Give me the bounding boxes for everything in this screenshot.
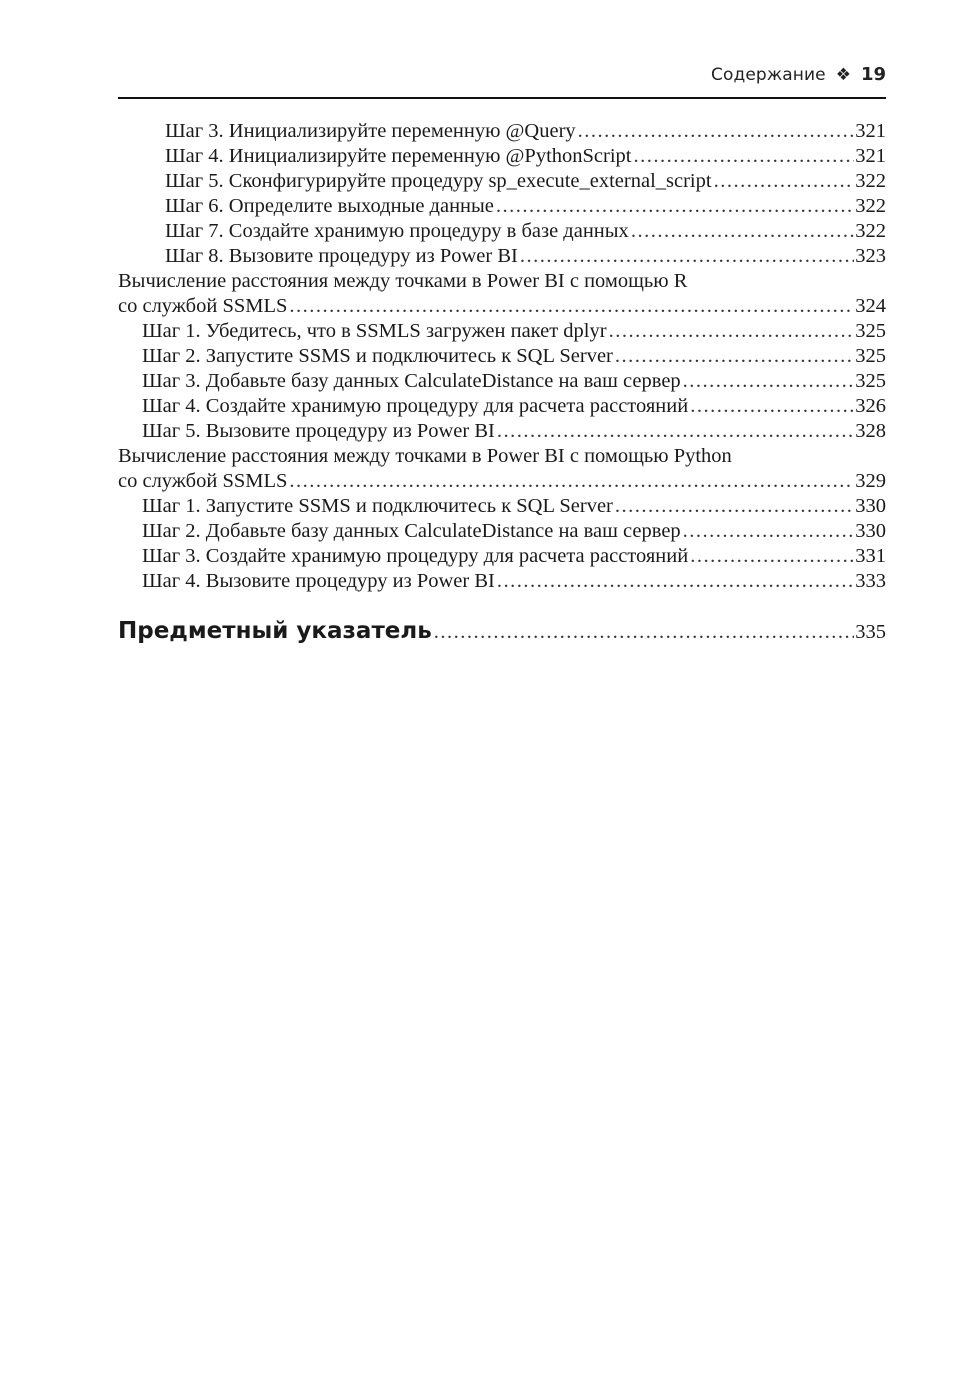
toc-entry-page: 330	[855, 495, 886, 517]
toc-entry-page: 325	[855, 370, 886, 392]
toc-entry-page: 322	[855, 220, 886, 242]
toc-entry-page: 322	[855, 170, 886, 192]
toc-entry[interactable]	[118, 219, 886, 244]
toc-entry-page: 333	[855, 570, 886, 592]
header-title: Содержание	[711, 65, 826, 85]
toc-leader-dots	[609, 319, 855, 344]
toc-leader-dots	[520, 244, 854, 269]
toc-entry-page: 323	[855, 245, 886, 267]
toc-entry-page: 329	[855, 470, 886, 492]
toc-leader-dots	[683, 519, 855, 544]
toc-entry[interactable]	[118, 294, 886, 319]
toc-leader-dots	[578, 119, 855, 144]
table-of-contents	[118, 119, 886, 645]
toc-entry-title: Шаг 4. Вызовите процедуру из Power BI	[142, 570, 495, 592]
toc-leader-dots	[497, 569, 854, 594]
toc-entry[interactable]	[118, 494, 886, 519]
toc-entry[interactable]	[118, 394, 886, 419]
toc-entry-page: 326	[855, 395, 886, 417]
toc-entry-title: Шаг 2. Добавьте базу данных CalculateDistance на ваш сервер	[142, 520, 681, 542]
toc-entry-title: Шаг 5. Сконфигурируйте процедуру sp_execute_external_script	[165, 170, 712, 192]
toc-entry-page: 330	[855, 520, 886, 542]
toc-entry-title: Шаг 4. Инициализируйте переменную @PythonScript	[165, 145, 632, 167]
toc-leader-dots	[615, 344, 854, 369]
toc-leader-dots	[615, 494, 854, 519]
toc-entry[interactable]	[118, 569, 886, 594]
toc-entry-page: 325	[855, 320, 886, 342]
toc-leader-dots	[497, 419, 854, 444]
toc-entry-title: Шаг 5. Вызовите процедуру из Power BI	[142, 420, 495, 442]
toc-entry[interactable]	[118, 469, 886, 494]
toc-entry-page: 321	[855, 120, 886, 142]
toc-entry-title: Шаг 3. Добавьте базу данных CalculateDistance на ваш сервер	[142, 370, 681, 392]
toc-entry-title: со службой SSMLS	[118, 470, 288, 492]
toc-entry[interactable]	[118, 119, 886, 144]
toc-entry[interactable]	[118, 519, 886, 544]
toc-index-page: 335	[855, 621, 886, 643]
toc-entry[interactable]	[118, 169, 886, 194]
toc-leader-dots	[714, 169, 855, 194]
toc-entry-page: 324	[855, 295, 886, 317]
toc-leader-dots	[683, 369, 855, 394]
toc-leader-dots	[289, 469, 854, 494]
toc-leader-dots	[690, 544, 854, 569]
toc-entry[interactable]	[118, 194, 886, 219]
toc-entry-page: 322	[855, 195, 886, 217]
header-page-number: 19	[860, 64, 886, 85]
toc-entry[interactable]	[118, 369, 886, 394]
toc-entry-title: Шаг 6. Определите выходные данные	[165, 195, 494, 217]
header-separator-icon: ❖	[835, 65, 851, 85]
toc-leader-dots	[690, 394, 854, 419]
toc-section-title-line1[interactable]: Вычисление расстояния между точками в Power BI с помощью R	[118, 270, 688, 292]
toc-entry-title: Шаг 1. Запустите SSMS и подключитесь к SQL Server	[142, 495, 613, 517]
toc-entry-title: Шаг 8. Вызовите процедуру из Power BI	[165, 245, 518, 267]
toc-entry-title: Шаг 3. Инициализируйте переменную @Query	[165, 120, 576, 142]
header-rule	[118, 97, 886, 99]
toc-entry[interactable]	[118, 419, 886, 444]
toc-leader-dots	[634, 144, 855, 169]
toc-entry[interactable]	[118, 544, 886, 569]
toc-entry-title: Шаг 7. Создайте хранимую процедуру в базе данных	[165, 220, 629, 242]
toc-entry[interactable]	[118, 244, 886, 269]
toc-entry[interactable]	[118, 144, 886, 169]
toc-leader-dots	[289, 294, 854, 319]
toc-entry-title: Шаг 2. Запустите SSMS и подключитесь к SQL Server	[142, 345, 613, 367]
toc-entry-title: Шаг 1. Убедитесь, что в SSMLS загружен пакет dplyr	[142, 320, 607, 342]
toc-entry[interactable]	[118, 344, 886, 369]
toc-entry-title: со службой SSMLS	[118, 295, 288, 317]
toc-leader-dots	[496, 194, 854, 219]
toc-index-title: Предметный указатель	[118, 618, 432, 644]
toc-entry-page: 325	[855, 345, 886, 367]
toc-entry-title: Шаг 3. Создайте хранимую процедуру для расчета расстояний	[142, 545, 689, 567]
toc-leader-dots	[631, 219, 854, 244]
toc-entry-title: Шаг 4. Создайте хранимую процедуру для расчета расстояний	[142, 395, 689, 417]
document-page	[118, 64, 886, 645]
toc-index-entry[interactable]	[118, 619, 886, 645]
toc-entry-page: 328	[855, 420, 886, 442]
toc-entry-page: 331	[855, 545, 886, 567]
toc-entry[interactable]	[118, 319, 886, 344]
toc-entry-page: 321	[855, 145, 886, 167]
toc-section-title-line1[interactable]: Вычисление расстояния между точками в Power BI с помощью Python	[118, 445, 732, 467]
running-header	[118, 64, 886, 94]
toc-leader-dots	[434, 620, 854, 645]
